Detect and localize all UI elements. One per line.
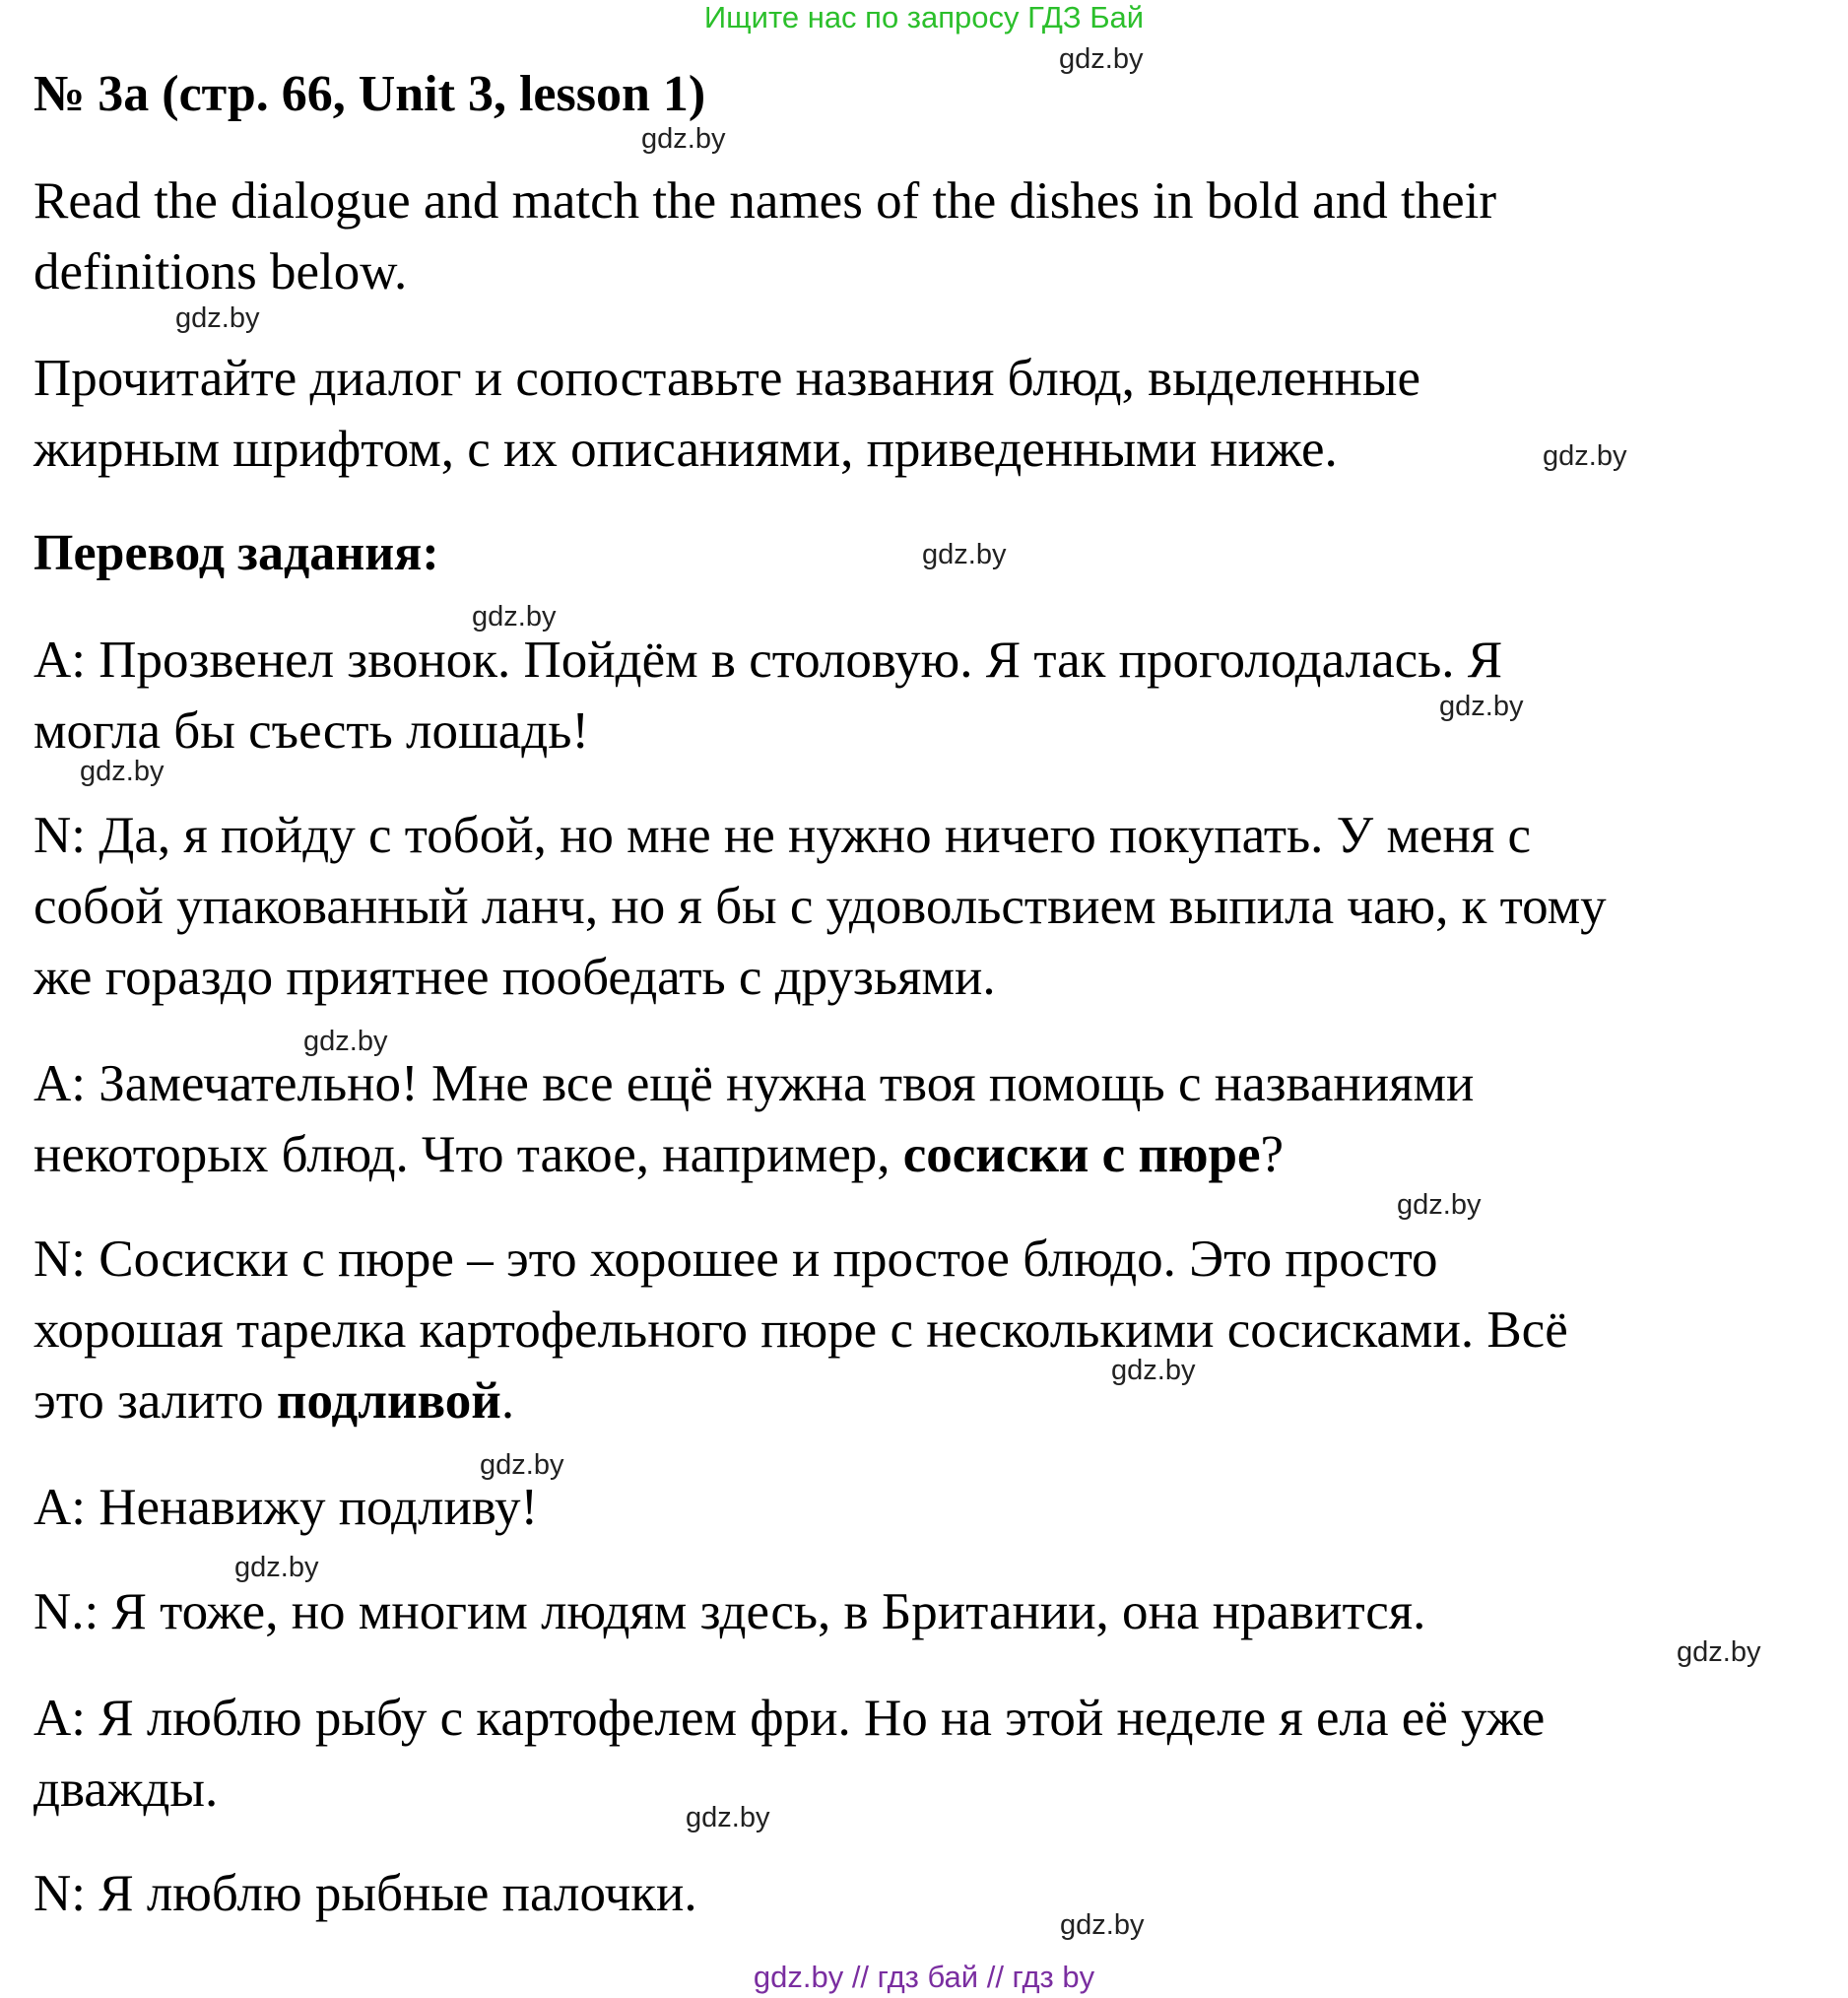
watermark: gdz.by [80,756,165,787]
dialogue-text: ? [1260,1126,1285,1183]
dialogue-line: же гораздо приятнее пообедать с друзьями. [33,949,996,1006]
dialogue-line: N.: Я тоже, но многим людям здесь, в Британии, она нравится. [33,1583,1426,1640]
dialogue-line: N: Сосиски с пюре – это хорошее и простое блюдо. Это просто [33,1231,1438,1288]
bold-dish-name: подливой [276,1372,501,1430]
dialogue-line [33,1123,1284,1186]
watermark: gdz.by [175,302,260,334]
watermark: gdz.by [234,1552,319,1583]
dialogue-line: N: Да, я пойду с тобой, но мне не нужно ничего покупать. У меня с [33,807,1532,864]
watermark: gdz.by [1543,440,1627,472]
dialogue-line: N: Я люблю рыбные палочки. [33,1865,697,1922]
watermark: gdz.by [472,601,557,633]
watermark: gdz.by [1059,43,1144,75]
dialogue-line: дважды. [33,1761,219,1818]
watermark: gdz.by [1111,1355,1196,1386]
dialogue-line: А: Ненавижу подливу! [33,1479,539,1536]
translation-heading: Перевод задания: [33,525,439,581]
task-ru-line-1: Прочитайте диалог и сопоставьте названия блюд, выделенные [33,350,1421,407]
watermark: gdz.by [1060,1909,1145,1941]
page-title: № 3a (стр. 66, Unit 3, lesson 1) [33,66,706,122]
watermark: gdz.by [303,1026,388,1057]
footer-links[interactable]: gdz.by // гдз бай // гдз by [753,1960,1095,1994]
dialogue-line: А: Замечательно! Мне все ещё нужна твоя помощь с названиями [33,1055,1475,1112]
dialogue-line: хорошая тарелка картофельного пюре с несколькими сосисками. Всё [33,1301,1568,1359]
promo-banner[interactable]: Ищите нас по запросу ГДЗ Бай [703,0,1145,34]
dialogue-line: собой упакованный ланч, но я бы с удовольствием выпила чаю, к тому [33,878,1607,935]
dialogue-text: . [500,1372,515,1430]
task-ru-line-2: жирным шрифтом, с их описаниями, приведенными ниже. [33,421,1338,478]
watermark: gdz.by [641,123,726,155]
watermark: gdz.by [686,1802,770,1833]
watermark: gdz.by [1397,1189,1482,1221]
bold-dish-name: сосиски с пюре [902,1126,1261,1183]
dialogue-line [33,1369,514,1432]
dialogue-text: это залито [33,1372,277,1430]
task-en-line-1: Read the dialogue and match the names of the dishes in bold and their [33,172,1497,230]
dialogue-text: некоторых блюд. Что такое, например, [33,1126,903,1183]
watermark: gdz.by [480,1449,564,1481]
dialogue-line: А: Прозвенел звонок. Пойдём в столовую. Я так проголодалась. Я [33,632,1503,689]
dialogue-line: могла бы съесть лошадь! [33,702,590,760]
dialogue-line: А: Я люблю рыбу с картофелем фри. Но на этой неделе я ела её уже [33,1690,1546,1747]
watermark: gdz.by [1439,691,1524,722]
task-en-line-2: definitions below. [33,243,408,300]
watermark: gdz.by [1677,1636,1761,1668]
watermark: gdz.by [922,539,1007,570]
